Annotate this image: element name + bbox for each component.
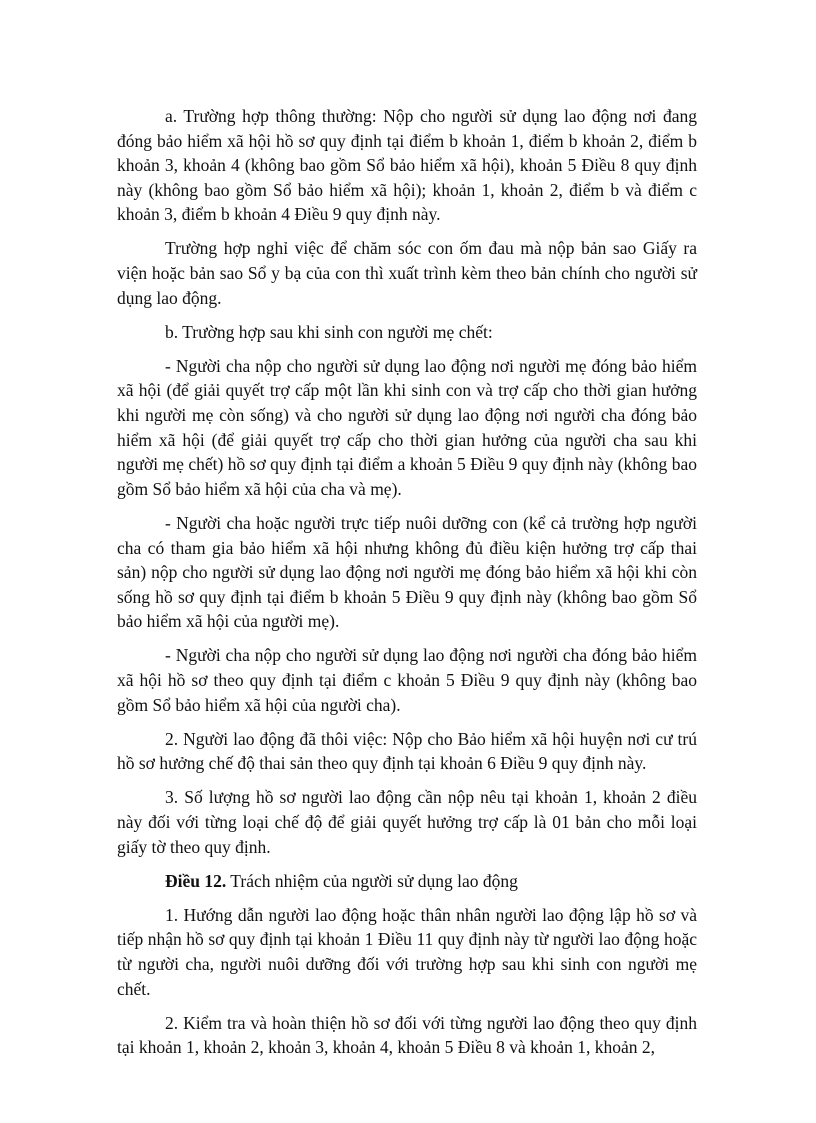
paragraph-employer-guidance: 1. Hướng dẫn người lao động hoặc thân nhân người lao động lập hồ sơ và tiếp nhận hồ sơ quy định tại khoản 1 Điều 11 quy định này từ người lao động hoặc từ người cha, người nuôi dưỡng đối với trường hợp sau khi sinh con người mẹ chết. xyxy=(117,904,697,999)
document-body xyxy=(117,104,697,1069)
article-title: Trách nhiệm của người sử dụng lao động xyxy=(226,870,518,891)
paragraph-document-quantity: 3. Số lượng hồ sơ người lao động cần nộp nêu tại khoản 1, khoản 2 điều này đối với từng loại chế độ để giải quyết hưởng trợ cấp là 01 bản cho mỗi loại giấy tờ theo quy định. xyxy=(117,787,697,857)
paragraph-normal-case: a. Trường hợp thông thường: Nộp cho người sử dụng lao động nơi đang đóng bảo hiểm xã hội hồ sơ quy định tại điểm b khoản 1, điểm b khoản 2, điểm b khoản 3, khoản 4 (không bao gồm Sổ bảo hiểm xã hội), khoản 5 Điều 8 quy định này (không bao gồm Sổ bảo hiểm xã hội); khoản 1, khoản 2, điểm b và điểm c khoản 3, điểm b khoản 4 Điều 9 quy định này. xyxy=(117,106,697,225)
article-number: Điều 12. xyxy=(165,870,227,891)
article-12-heading xyxy=(117,869,697,894)
paragraph-father-submission: - Người cha nộp cho người sử dụng lao động nơi người mẹ đóng bảo hiểm xã hội (để giải quyết trợ cấp một lần khi sinh con và trợ cấp cho thời gian hưởng khi người mẹ còn sống) và cho người sử dụng lao động nơi người cha đóng bảo hiểm xã hội (để giải quyết trợ cấp cho thời gian hưởng của người cha sau khi người mẹ chết) hồ sơ quy định tại điểm a khoản 5 Điều 9 quy định này (không bao gồm Sổ bảo hiểm xã hội của cha và mẹ). xyxy=(117,355,697,499)
paragraph-resigned-worker: 2. Người lao động đã thôi việc: Nộp cho Bảo hiểm xã hội huyện nơi cư trú hồ sơ hưởng chế độ thai sản theo quy định tại khoản 6 Điều 9 quy định này. xyxy=(117,728,697,774)
paragraph-mother-deceased-heading: b. Trường hợp sau khi sinh con người mẹ chết: xyxy=(165,321,493,342)
paragraph-father-own-insurance: - Người cha nộp cho người sử dụng lao động nơi người cha đóng bảo hiểm xã hội hồ sơ theo quy định tại điểm c khoản 5 Điều 9 quy định này (không bao gồm Sổ bảo hiểm xã hội của người cha). xyxy=(117,645,697,715)
paragraph-caregiver-submission: - Người cha hoặc người trực tiếp nuôi dưỡng con (kể cả trường hợp người cha có tham gia bảo hiểm xã hội nhưng không đủ điều kiện hưởng trợ cấp thai sản) nộp cho người sử dụng lao động nơi người mẹ đóng bảo hiểm xã hội khi còn sống hồ sơ quy định tại điểm b khoản 5 Điều 9 quy định này (không bao gồm Sổ bảo hiểm xã hội của người mẹ). xyxy=(117,512,697,632)
paragraph-employer-review: 2. Kiểm tra và hoàn thiện hồ sơ đối với từng người lao động theo quy định tại khoản 1, khoản 2, khoản 3, khoản 4, khoản 5 Điều 8 và khoản 1, khoản 2, xyxy=(117,1012,697,1058)
paragraph-sick-child-case: Trường hợp nghỉ việc để chăm sóc con ốm đau mà nộp bản sao Giấy ra viện hoặc bản sao Sổ y bạ của con thì xuất trình kèm theo bản chính cho người sử dụng lao động. xyxy=(117,238,697,308)
